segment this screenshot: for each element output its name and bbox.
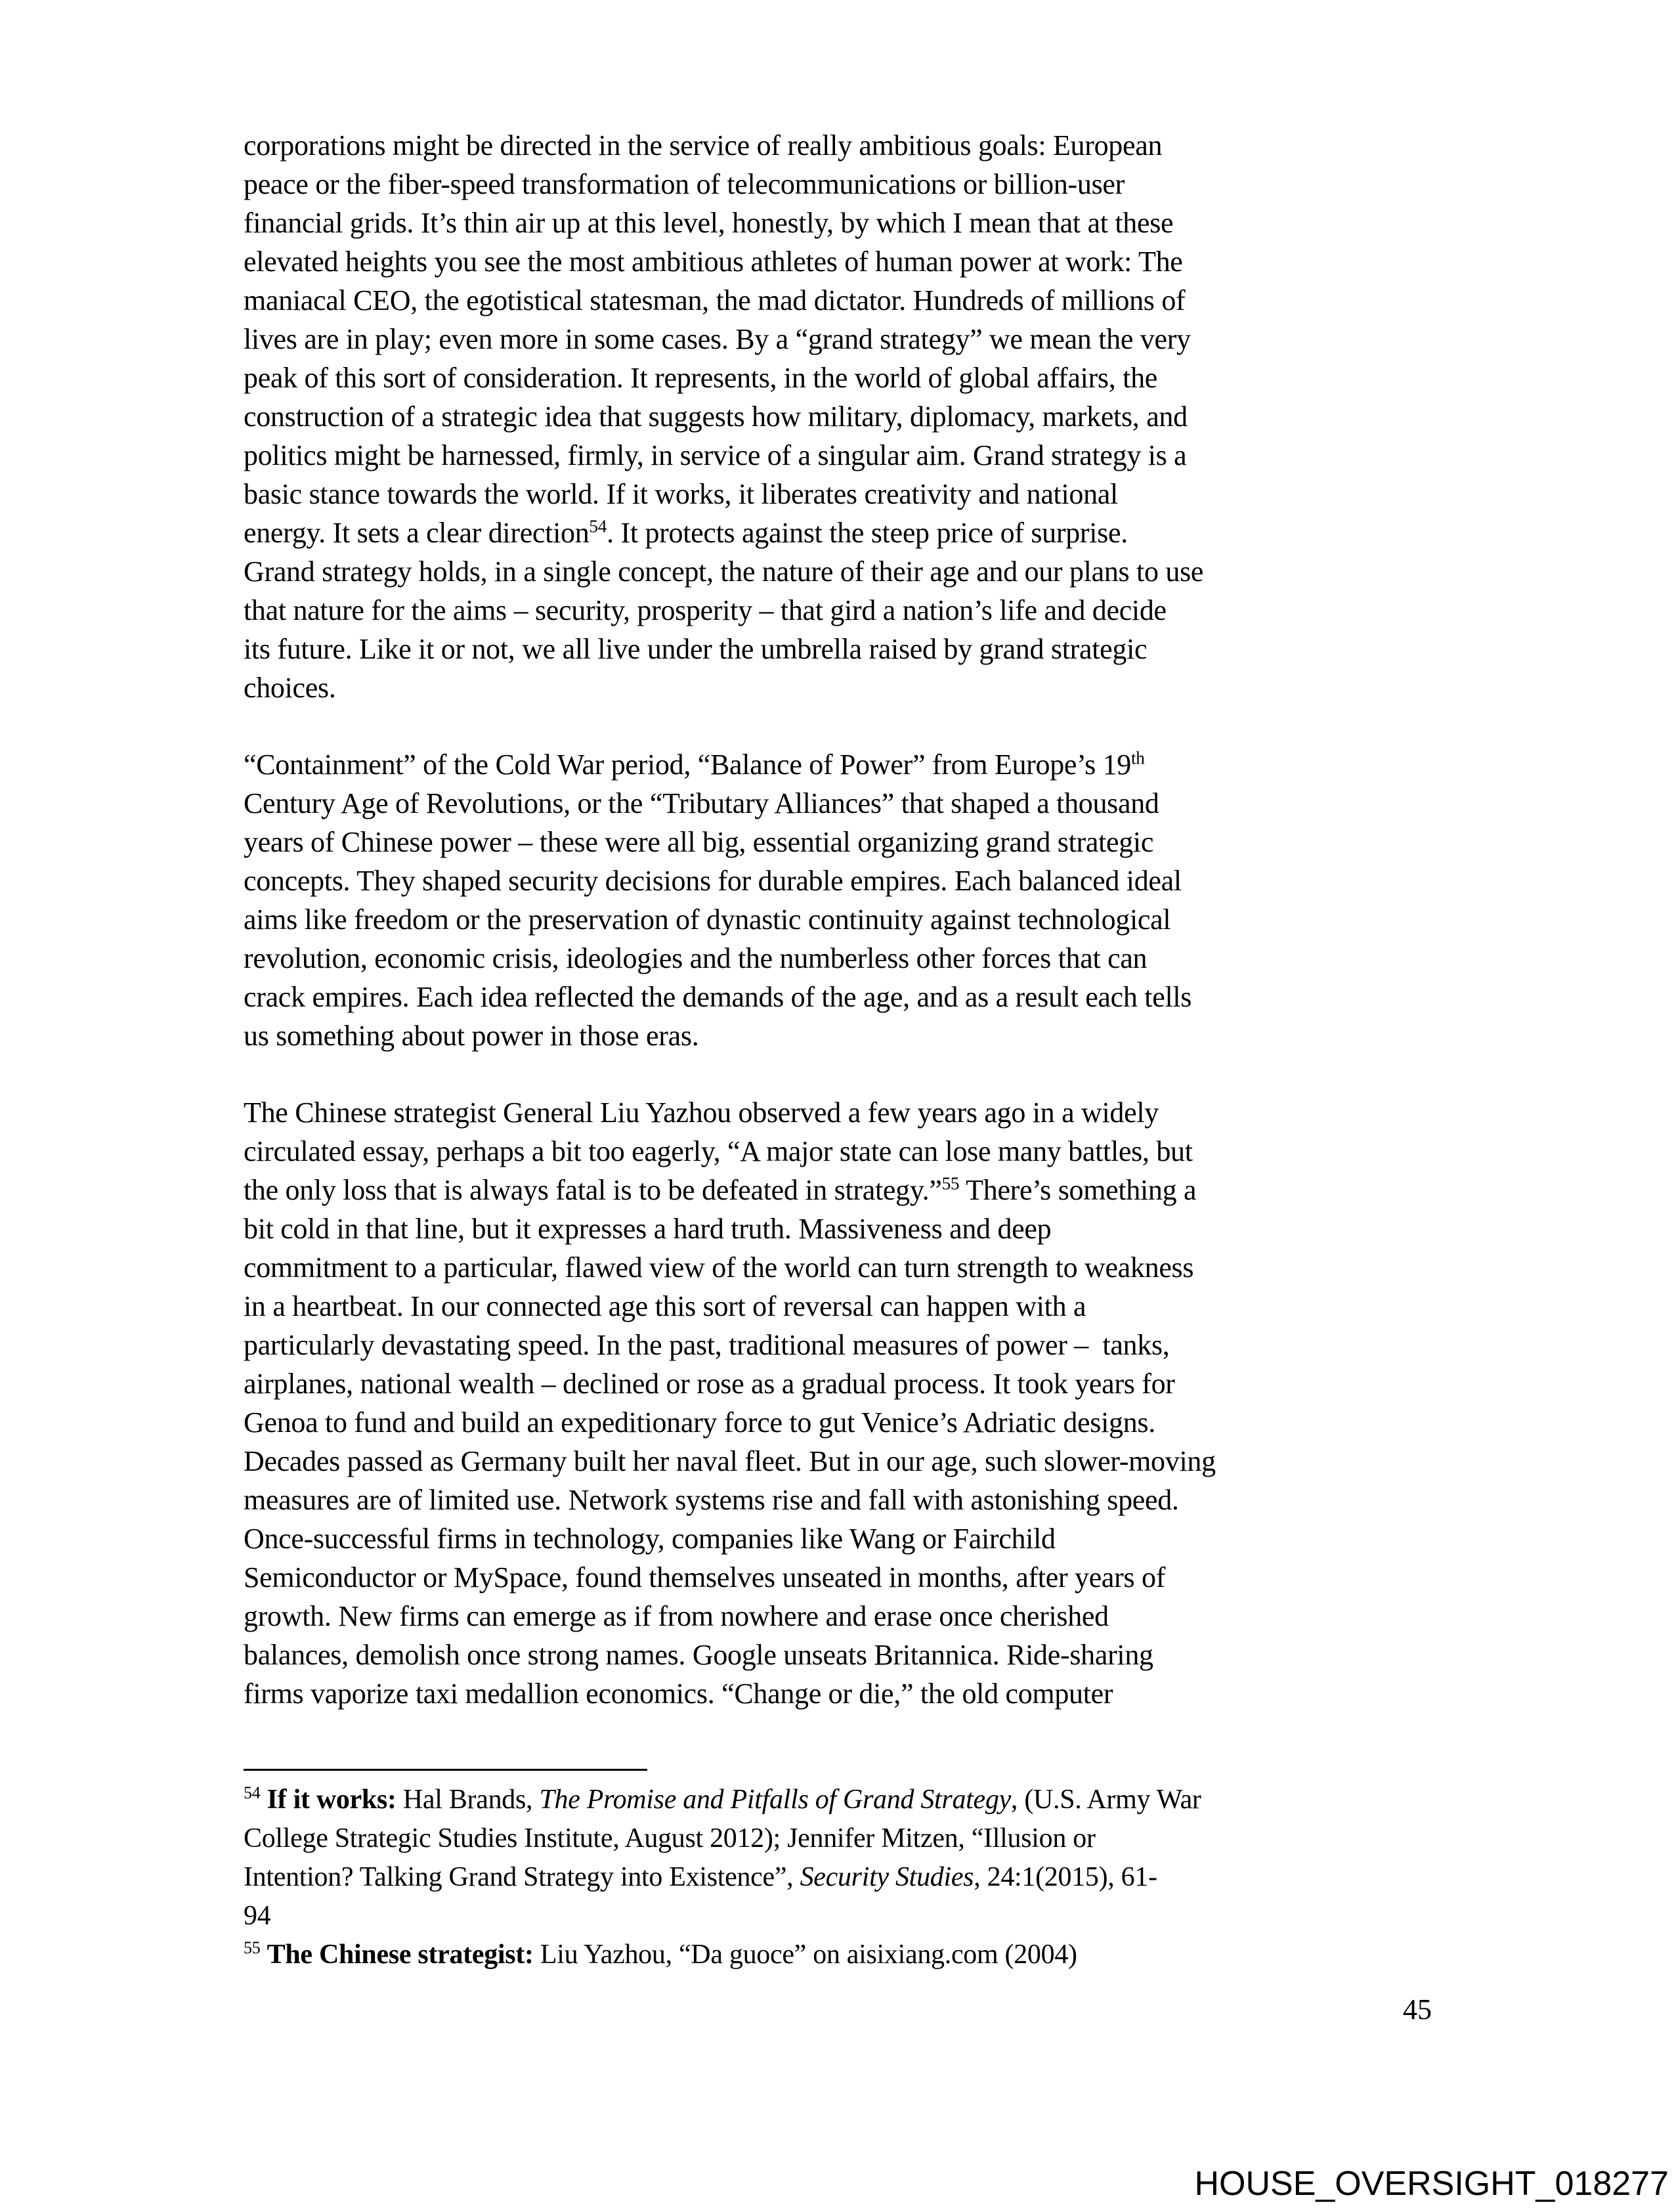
footnote <box>244 1936 1432 1974</box>
text-line: College Strategic Studies Institute, August 2012); Jennifer Mitzen, “Illusion or <box>244 1823 1096 1854</box>
text-line: growth. New firms can emerge as if from nowhere and erase once cherished <box>244 1600 1109 1632</box>
text-line: maniacal CEO, the egotistical statesman, the mad dictator. Hundreds of millions of <box>244 284 1186 316</box>
text-line: politics might be harnessed, firmly, in service of a singular aim. Grand strategy is a <box>244 439 1187 471</box>
text-line: revolution, economic crisis, ideologies and the numberless other forces that can <box>244 942 1148 974</box>
paragraph <box>244 745 1432 1055</box>
text-line: measures are of limited use. Network systems rise and fall with astonishing speed. <box>244 1484 1179 1516</box>
text-line: peak of this sort of consideration. It represents, in the world of global affairs, the <box>244 362 1157 394</box>
text-line: bit cold in that line, but it expresses a hard truth. Massiveness and deep <box>244 1213 1052 1245</box>
page-number: 45 <box>1403 1993 1432 2026</box>
text-line: concepts. They shaped security decisions for durable empires. Each balanced ideal <box>244 865 1182 897</box>
footnote <box>244 1781 1432 1936</box>
text-line: elevated heights you see the most ambitious athletes of human power at work: The <box>244 246 1183 278</box>
text-line: years of Chinese power – these were all big, essential organizing grand strategic <box>244 826 1154 858</box>
footnotes <box>244 1781 1432 1974</box>
text-line: energy. It sets a clear direction$^{54}$. It protects against the steep price of surprise. <box>244 516 1128 549</box>
text-line: Semiconductor or MySpace, found themselves unseated in months, after years of <box>244 1561 1166 1594</box>
text-line: $^{54}$ If it works: Hal Brands, The Promise and Pitfalls of Grand Strategy, (U.S. Army War <box>244 1783 1201 1815</box>
text-line: 94 <box>244 1901 271 1931</box>
text-line: that nature for the aims – security, prosperity – that gird a nation’s life and decide <box>244 594 1167 626</box>
text-line: Grand strategy holds, in a single concept, the nature of their age and our plans to use <box>244 555 1204 588</box>
body-text <box>244 126 1432 1751</box>
text-line: Genoa to fund and build an expeditionary force to gut Venice’s Adriatic designs. <box>244 1406 1155 1439</box>
footnote-separator <box>244 1769 647 1771</box>
text-line: Once-successful firms in technology, companies like Wang or Fairchild <box>244 1523 1056 1555</box>
text-line: particularly devastating speed. In the past, traditional measures of power – tanks, <box>244 1329 1170 1361</box>
text-line: Century Age of Revolutions, or the “Tributary Alliances” that shaped a thousand <box>244 787 1159 819</box>
text-line: crack empires. Each idea reflected the demands of the age, and as a result each tells <box>244 981 1192 1013</box>
text-line: its future. Like it or not, we all live under the umbrella raised by grand strategic <box>244 633 1148 665</box>
text-line: airplanes, national wealth – declined or rose as a gradual process. It took years for <box>244 1368 1175 1400</box>
text-line: The Chinese strategist General Liu Yazhou observed a few years ago in a widely <box>244 1096 1159 1129</box>
text-line: Intention? Talking Grand Strategy into Existence”, Security Studies, 24:1(2015), 61- <box>244 1862 1157 1892</box>
text-line: circulated essay, perhaps a bit too eagerly, “A major state can lose many battles, but <box>244 1135 1193 1167</box>
text-line: basic stance towards the world. If it works, it liberates creativity and national <box>244 478 1118 510</box>
text-line: balances, demolish once strong names. Google unseats Britannica. Ride-sharing <box>244 1639 1153 1671</box>
text-line: construction of a strategic idea that suggests how military, diplomacy, markets, and <box>244 401 1188 433</box>
text-line: corporations might be directed in the service of really ambitious goals: European <box>244 129 1163 162</box>
text-line: $^{55}$ The Chinese strategist: Liu Yazhou, “Da guoce” on aisixiang.com (2004) <box>244 1938 1077 1970</box>
text-line: firms vaporize taxi medallion economics. “Change or die,” the old computer <box>244 1678 1113 1710</box>
text-line: choices. <box>244 672 336 704</box>
text-line: Decades passed as Germany built her naval fleet. But in our age, such slower-moving <box>244 1445 1216 1477</box>
text-line: us something about power in those eras. <box>244 1020 699 1052</box>
bates-stamp: HOUSE_OVERSIGHT_018277 <box>1194 2165 1669 2203</box>
text-line: the only loss that is always fatal is to be defeated in strategy.”$^{55}$ There’s something a <box>244 1173 1197 1206</box>
paragraph <box>244 126 1432 707</box>
text-line: aims like freedom or the preservation of dynastic continuity against technological <box>244 903 1171 936</box>
text-line: commitment to a particular, flawed view of the world can turn strength to weakness <box>244 1251 1194 1284</box>
text-line: lives are in play; even more in some cases. By a “grand strategy” we mean the very <box>244 323 1191 355</box>
text-line: financial grids. It’s thin air up at this level, honestly, by which I mean that at these <box>244 207 1174 239</box>
text-line: “Containment” of the Cold War period, “Balance of Power” from Europe’s 19th <box>244 748 1145 781</box>
text-line: in a heartbeat. In our connected age this sort of reversal can happen with a <box>244 1290 1086 1322</box>
paragraph <box>244 1093 1432 1713</box>
text-line: peace or the fiber-speed transformation of telecommunications or billion-user <box>244 168 1125 200</box>
